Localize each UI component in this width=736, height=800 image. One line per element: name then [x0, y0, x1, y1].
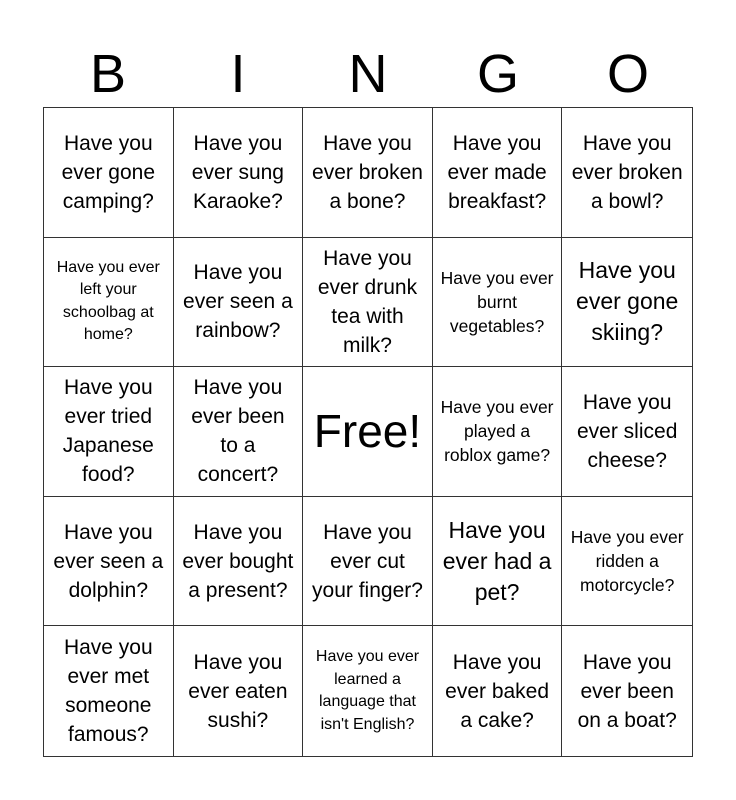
bingo-cell-r2-c1[interactable]: [44, 238, 174, 368]
cell-label: Have you ever ridden a motorcycle?: [570, 527, 684, 596]
cell-label: Have you ever made breakfast?: [447, 131, 547, 213]
bingo-cell-r2-c2[interactable]: [174, 238, 304, 368]
header-letter-g: G: [476, 44, 519, 104]
bingo-cell-r1-c1[interactable]: [44, 108, 174, 238]
bingo-cell-r4-c5[interactable]: [562, 497, 692, 627]
cell-label: Have you ever had a pet?: [442, 516, 552, 605]
cell-label: Have you ever sung Karaoke?: [191, 131, 284, 213]
cell-label: Have you ever cut your finger?: [312, 520, 423, 602]
cell-label: Have you ever baked a cake?: [445, 650, 550, 732]
cell-label: Have you ever tried Japanese food?: [62, 376, 154, 487]
bingo-cell-free-space[interactable]: [303, 367, 433, 497]
bingo-cell-r5-c3[interactable]: [303, 626, 433, 756]
header-letter-i: I: [230, 44, 246, 104]
header-letter-b: B: [89, 44, 127, 104]
cell-label: Have you ever broken a bowl?: [571, 131, 683, 213]
bingo-header: [43, 40, 693, 108]
bingo-cell-r2-c5[interactable]: [562, 238, 692, 368]
bingo-cell-r4-c2[interactable]: [174, 497, 304, 627]
bingo-cell-r4-c3[interactable]: [303, 497, 433, 627]
bingo-cell-r1-c4[interactable]: [433, 108, 563, 238]
cell-label: Have you ever eaten sushi?: [188, 650, 288, 732]
cell-label: Have you ever gone skiing?: [576, 257, 679, 346]
bingo-cell-r4-c1[interactable]: [44, 497, 174, 627]
cell-label: Have you ever seen a dolphin?: [53, 520, 164, 602]
cell-label: Have you ever bought a present?: [182, 520, 294, 602]
cell-label: Have you ever been on a boat?: [577, 650, 677, 732]
bingo-cell-r4-c4[interactable]: [433, 497, 563, 627]
bingo-cell-r5-c5[interactable]: [562, 626, 692, 756]
bingo-cell-r3-c5[interactable]: [562, 367, 692, 497]
cell-label: Have you ever broken a bone?: [312, 131, 423, 213]
bingo-cell-r1-c3[interactable]: [303, 108, 433, 238]
cell-label: Have you ever left your schoolbag at home?: [56, 258, 160, 344]
bingo-cell-r5-c4[interactable]: [433, 626, 563, 756]
cell-label: Have you ever seen a rainbow?: [183, 261, 293, 343]
cell-label: Have you ever played a roblox game?: [440, 397, 554, 466]
bingo-cell-r5-c1[interactable]: [44, 626, 174, 756]
bingo-cell-r3-c2[interactable]: [174, 367, 304, 497]
bingo-cell-r2-c3[interactable]: [303, 238, 433, 368]
cell-label: Have you ever been to a concert?: [191, 376, 285, 487]
bingo-cell-r1-c2[interactable]: [174, 108, 304, 238]
free-space-label: Free!: [313, 405, 422, 458]
cell-label: Have you ever learned a language that isn't English?: [315, 648, 420, 733]
cell-label: Have you ever sliced cheese?: [577, 390, 678, 472]
cell-label: Have you ever burnt vegetables?: [440, 267, 554, 336]
header-letter-o: O: [606, 44, 649, 104]
bingo-board: [43, 107, 693, 757]
cell-label: Have you ever gone camping?: [61, 131, 155, 213]
bingo-cell-r1-c5[interactable]: [562, 108, 692, 238]
bingo-cell-r2-c4[interactable]: [433, 238, 563, 368]
bingo-cell-r5-c2[interactable]: [174, 626, 304, 756]
header-letter-n: N: [348, 44, 388, 104]
cell-label: Have you ever drunk tea with milk?: [317, 246, 418, 357]
bingo-cell-r3-c1[interactable]: [44, 367, 174, 497]
bingo-cell-r3-c4[interactable]: [433, 367, 563, 497]
cell-label: Have you ever met someone famous?: [63, 636, 153, 747]
